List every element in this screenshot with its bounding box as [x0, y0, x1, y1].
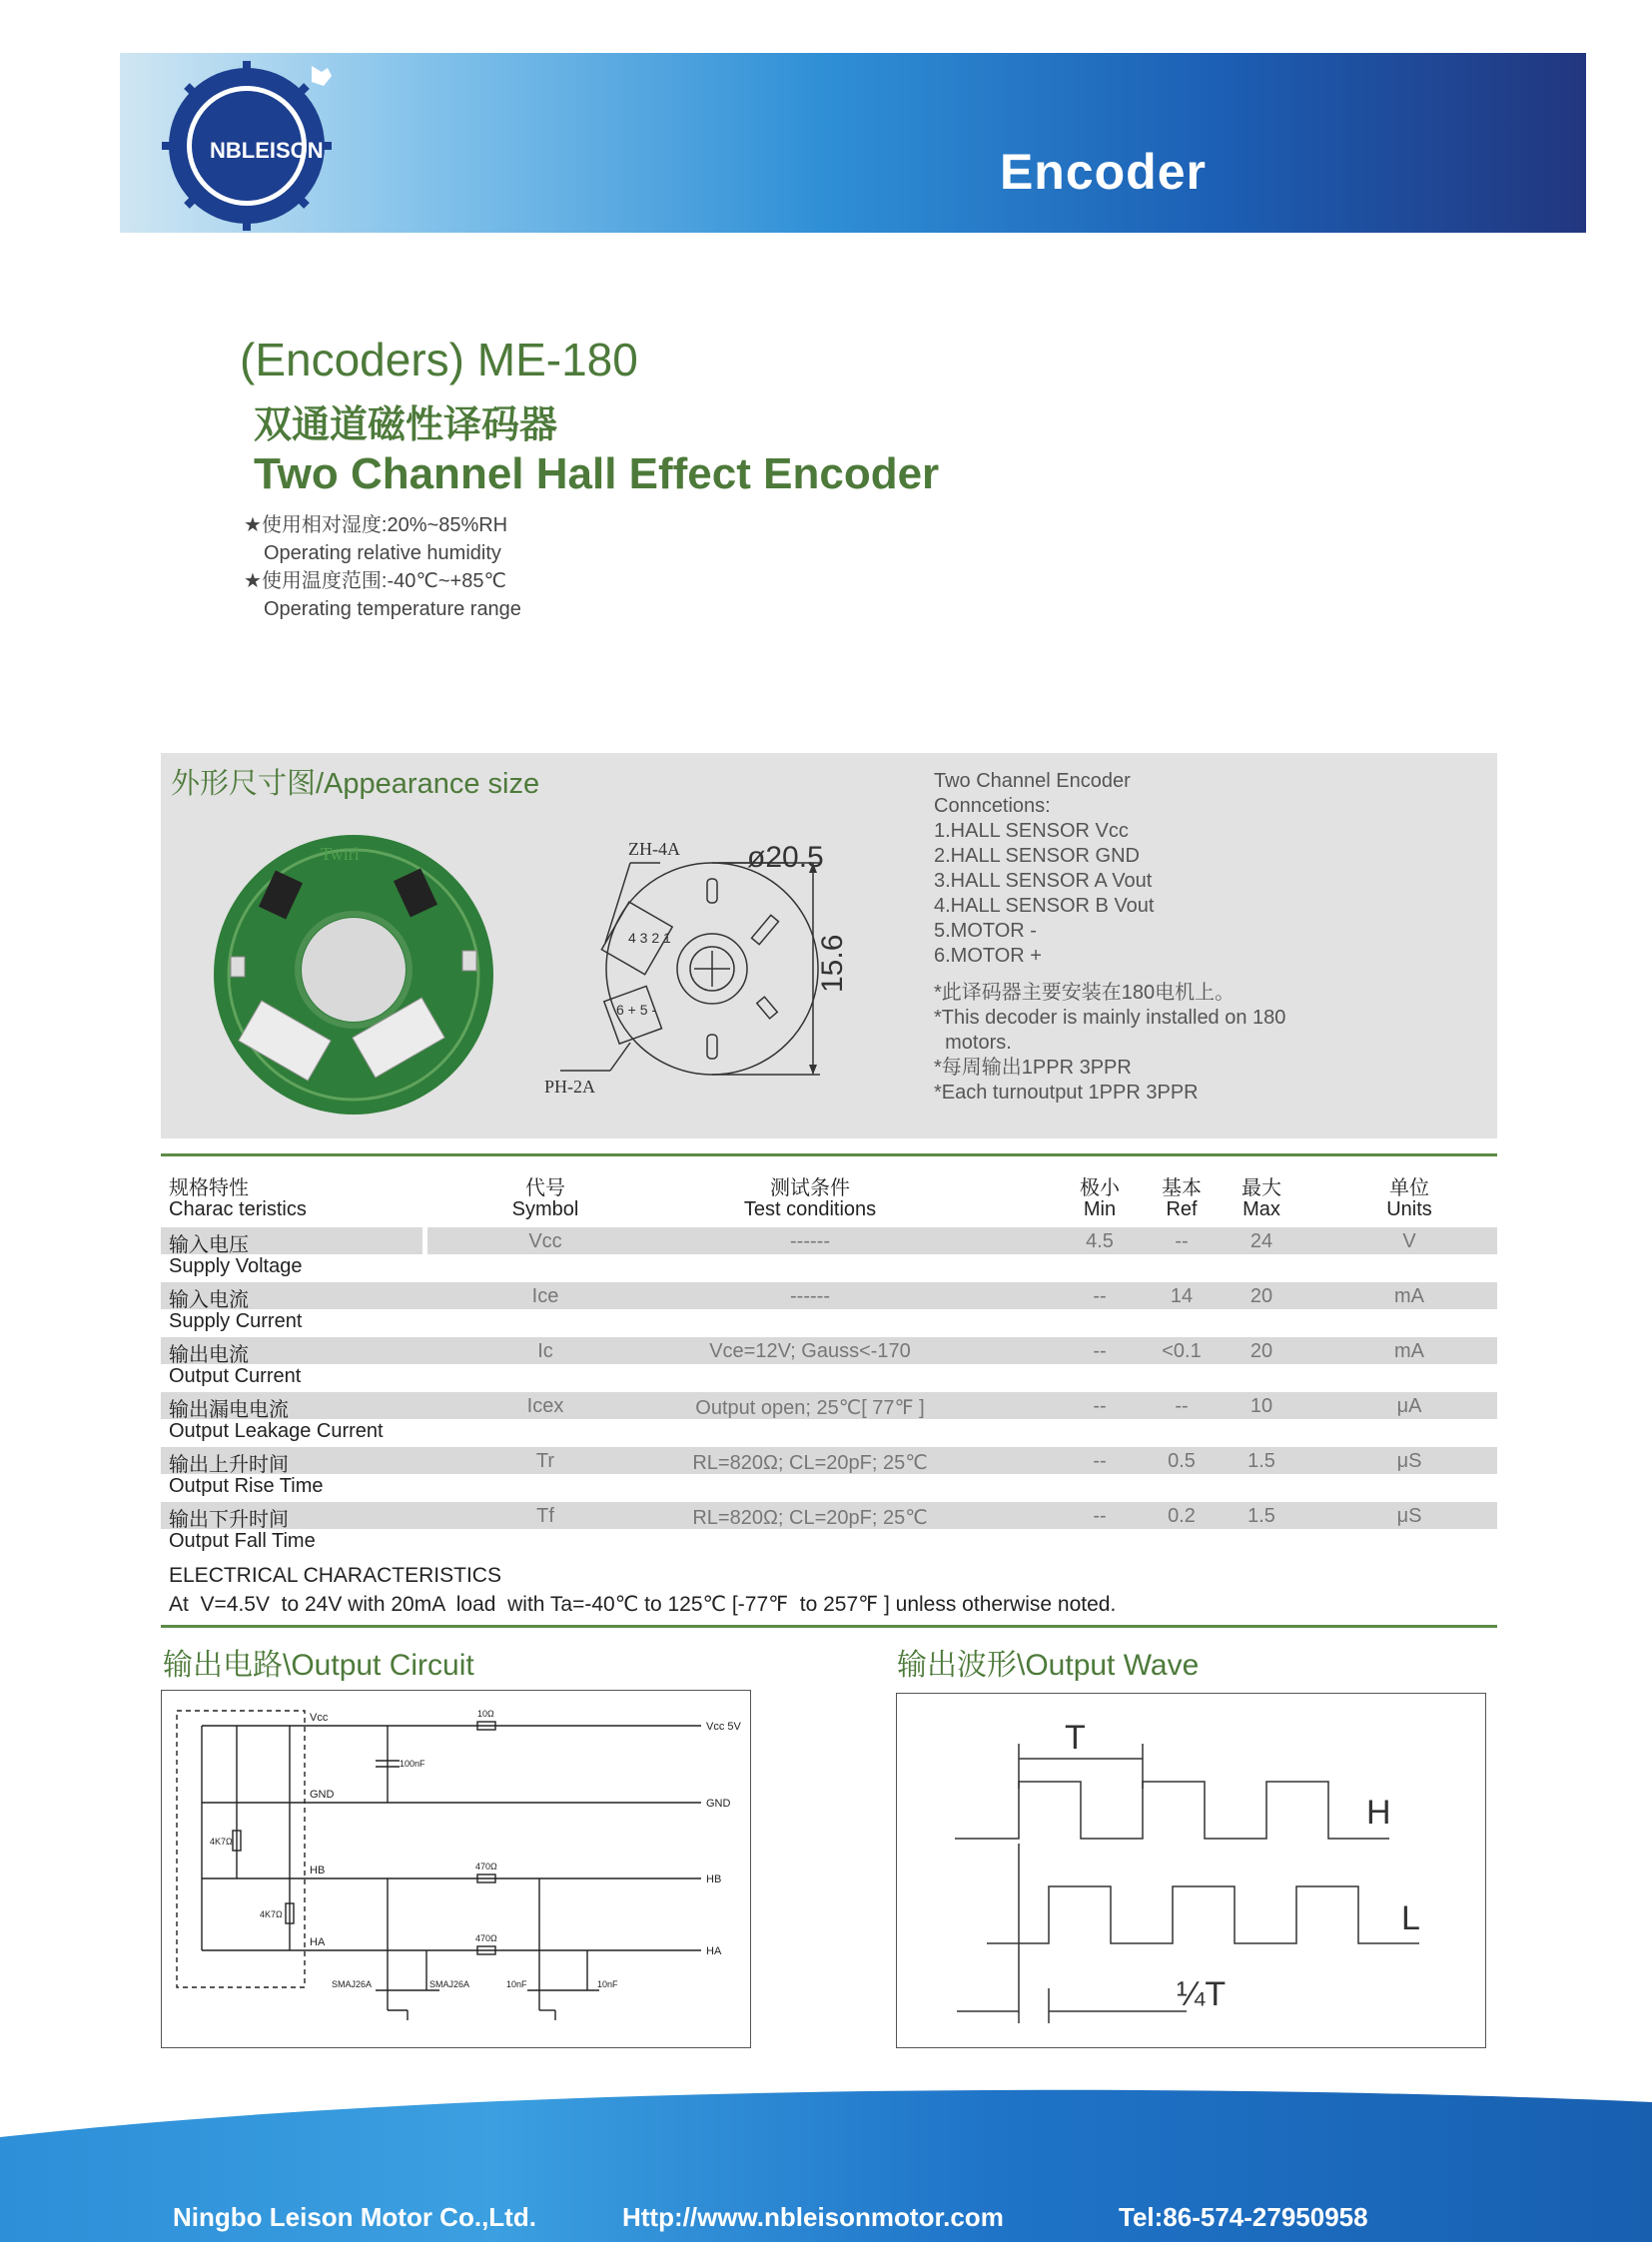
electrical-note: At V=4.5V to 24V with 20mA load with Ta=-40℃ to 125℃ [-77℉ to 257℉ ] unless otherwise noted.: [169, 1593, 1117, 1616]
row-unit: μS: [1396, 1450, 1422, 1472]
footer-company: Ningbo Leison Motor Co.,Ltd.: [173, 2202, 536, 2232]
header-symbol-en: Symbol: [511, 1198, 579, 1220]
wave-label-t: T: [1065, 1719, 1086, 1757]
header-min-en: Min: [1083, 1198, 1117, 1220]
encoder-pcb-image: [211, 835, 510, 1124]
note-item: *Each turnoutput 1PPR 3PPR: [934, 1082, 1199, 1104]
row-symbol: Icex: [526, 1395, 564, 1417]
header-symbol-cn: 代号: [525, 1177, 565, 1199]
row-conditions: Output open; 25℃[ 77℉ ]: [695, 1397, 925, 1419]
label-r4k7a: 4K7Ω: [210, 1837, 233, 1847]
connections-block: [934, 769, 1285, 1106]
row-cn: 输出上升时间: [169, 1454, 289, 1476]
row-max: 20: [1249, 1340, 1273, 1362]
connector-label-top: ZH-4A: [628, 839, 680, 859]
row-en: Supply Voltage: [169, 1255, 303, 1277]
connection-item: 6.MOTOR +: [934, 945, 1042, 967]
product-title-cn: 双通道磁性译码器: [254, 404, 558, 446]
dimension-drawing: [530, 803, 930, 1132]
feature-humidity-cn: ★使用相对湿度:20%~85%RH: [244, 514, 508, 536]
diameter-label: ø20.5: [747, 841, 824, 874]
circuit-box: [161, 1690, 751, 2048]
output-wave-diagram: [897, 1694, 1485, 2047]
feature-temperature: [244, 567, 521, 623]
row-max: 10: [1249, 1395, 1273, 1417]
wave-box: [896, 1693, 1486, 2048]
row-conditions: Vce=12V; Gauss<-170: [709, 1340, 911, 1362]
row-symbol: Ic: [537, 1340, 553, 1362]
header-conditions-en: Test conditions: [743, 1198, 877, 1220]
label-ha: HA: [310, 1936, 326, 1948]
appearance-title: 外形尺寸图/Appearance size: [171, 768, 540, 800]
row-ref: <0.1: [1162, 1340, 1202, 1362]
connection-item: 4.HALL SENSOR B Vout: [934, 895, 1155, 917]
header-title: Encoder: [999, 144, 1207, 200]
header-conditions-cn: 测试条件: [770, 1177, 850, 1199]
row-en: Output Fall Time: [169, 1530, 316, 1552]
row-max: 1.5: [1247, 1505, 1275, 1527]
label-vcc: Vcc: [310, 1712, 329, 1724]
label-hb-out: HB: [706, 1873, 722, 1885]
row-symbol: Tf: [536, 1505, 554, 1527]
label-vcc5: Vcc 5V: [706, 1721, 741, 1733]
row-min: 4.5: [1086, 1230, 1114, 1252]
product-title-en: Two Channel Hall Effect Encoder: [254, 449, 940, 498]
logo-text: NBLEISON: [210, 138, 324, 163]
row-max: 20: [1249, 1285, 1273, 1307]
row-ref: 14: [1170, 1285, 1194, 1307]
row-ref: --: [1175, 1395, 1189, 1417]
row-symbol: Vcc: [528, 1230, 562, 1252]
label-gnd-out: GND: [706, 1798, 731, 1810]
feature-temperature-en: Operating temperature range: [264, 598, 521, 620]
row-symbol: Ice: [531, 1285, 559, 1307]
connection-item: 1.HALL SENSOR Vcc: [934, 820, 1129, 842]
note-item: *此译码器主要安装在180电机上。: [934, 982, 1236, 1004]
row-conditions: RL=820Ω; CL=20pF; 25℃: [692, 1452, 928, 1474]
wave-title: 输出波形\Output Wave: [897, 1649, 1200, 1682]
label-gnd: GND: [310, 1789, 335, 1801]
row-min: --: [1093, 1340, 1107, 1362]
row-symbol: Tr: [535, 1450, 555, 1472]
header-characteristics-en: Charac teristics: [169, 1198, 307, 1220]
note-item: *This decoder is mainly installed on 180: [934, 1007, 1286, 1029]
label-r10: 10Ω: [477, 1709, 494, 1719]
table-bottom-rule: [161, 1625, 1497, 1628]
circuit-title: 输出电路\Output Circuit: [163, 1649, 474, 1682]
connector-label-bottom: PH-2A: [544, 1077, 596, 1097]
label-c100: 100nF: [400, 1759, 425, 1769]
footer-tel: Tel:86-574-27950958: [1119, 2202, 1368, 2232]
wave-label-l: L: [1401, 1899, 1420, 1937]
row-min: --: [1093, 1450, 1107, 1472]
row-unit: V: [1402, 1230, 1416, 1252]
connections-title: Two Channel Encoder: [934, 770, 1131, 792]
appearance-panel: [161, 753, 1497, 1138]
row-en: Output Leakage Current: [169, 1420, 384, 1442]
height-label: 15.6: [816, 934, 849, 993]
header-ref-cn: 基本: [1162, 1177, 1202, 1199]
label-smaj2: SMAJ26A: [429, 1979, 470, 1989]
row-unit: μS: [1396, 1505, 1422, 1527]
feature-temperature-cn: ★使用温度范围:-40℃~+85℃: [244, 570, 506, 592]
row-ref: --: [1175, 1230, 1189, 1252]
row-min: --: [1093, 1505, 1107, 1527]
feature-humidity: [244, 511, 507, 567]
electrical-title: ELECTRICAL CHARACTERISTICS: [169, 1564, 501, 1587]
spec-table: [161, 1168, 1497, 1588]
header-max-cn: 最大: [1241, 1177, 1281, 1199]
row-en: Supply Current: [169, 1310, 303, 1332]
svg-text:4 3 2 1: 4 3 2 1: [628, 930, 671, 946]
connections-subtitle: Conncetions:: [934, 795, 1051, 817]
row-en: Output Rise Time: [169, 1475, 324, 1497]
row-unit: mA: [1394, 1285, 1424, 1307]
row-en: Output Current: [169, 1365, 302, 1387]
header-min-cn: 极小: [1080, 1177, 1120, 1199]
row-ref: 0.5: [1168, 1450, 1196, 1472]
note-item: motors.: [934, 1032, 1012, 1054]
row-cn: 输入电压: [169, 1234, 249, 1256]
connection-item: 2.HALL SENSOR GND: [934, 845, 1140, 867]
row-cn: 输出漏电电流: [169, 1399, 289, 1421]
footer-wave: [0, 2082, 1652, 2152]
label-c10a: 10nF: [506, 1979, 527, 1989]
row-conditions: ------: [790, 1230, 830, 1252]
wave-label-quarter: ¼T: [1177, 1975, 1227, 2013]
header-characteristics-cn: 规格特性: [169, 1177, 249, 1199]
row-cn: 输入电流: [169, 1289, 249, 1311]
product-title: (Encoders) ME-180: [240, 334, 638, 385]
label-c10b: 10nF: [597, 1979, 618, 1989]
connection-item: 5.MOTOR -: [934, 920, 1037, 942]
header-max-en: Max: [1242, 1198, 1280, 1220]
wave-label-h: H: [1366, 1794, 1391, 1832]
row-cn: 输出电流: [169, 1344, 249, 1366]
label-hb: HB: [310, 1865, 326, 1876]
header-units-en: Units: [1386, 1198, 1432, 1220]
note-item: *每周输出1PPR 3PPR: [934, 1057, 1132, 1079]
circuit-diagram: [162, 1691, 750, 2047]
row-max: 24: [1249, 1230, 1273, 1252]
row-min: --: [1093, 1285, 1107, 1307]
row-conditions: RL=820Ω; CL=20pF; 25℃: [692, 1507, 928, 1529]
row-min: --: [1093, 1395, 1107, 1417]
label-ha-out: HA: [706, 1945, 722, 1957]
header-units-cn: 单位: [1389, 1177, 1429, 1199]
header-ref-en: Ref: [1166, 1198, 1198, 1220]
footer-website[interactable]: Http://www.nbleisonmotor.com: [622, 2202, 1004, 2232]
feature-humidity-en: Operating relative humidity: [264, 542, 501, 564]
row-ref: 0.2: [1168, 1505, 1196, 1527]
row-unit: mA: [1394, 1340, 1424, 1362]
row-max: 1.5: [1247, 1450, 1275, 1472]
row-cn: 输出下升时间: [169, 1509, 289, 1531]
row-conditions: ------: [790, 1285, 830, 1307]
label-r470a: 470Ω: [475, 1862, 497, 1871]
label-smaj1: SMAJ26A: [332, 1979, 373, 1989]
connection-item: 3.HALL SENSOR A Vout: [934, 870, 1153, 892]
table-top-rule: [161, 1153, 1497, 1156]
row-unit: μA: [1396, 1395, 1422, 1417]
label-r470b: 470Ω: [475, 1933, 497, 1943]
svg-text:Twirl: Twirl: [321, 844, 360, 864]
svg-text:6 + 5 -: 6 + 5 -: [616, 1002, 657, 1018]
label-r4k7b: 4K7Ω: [260, 1909, 283, 1919]
header-banner: [120, 53, 1586, 233]
